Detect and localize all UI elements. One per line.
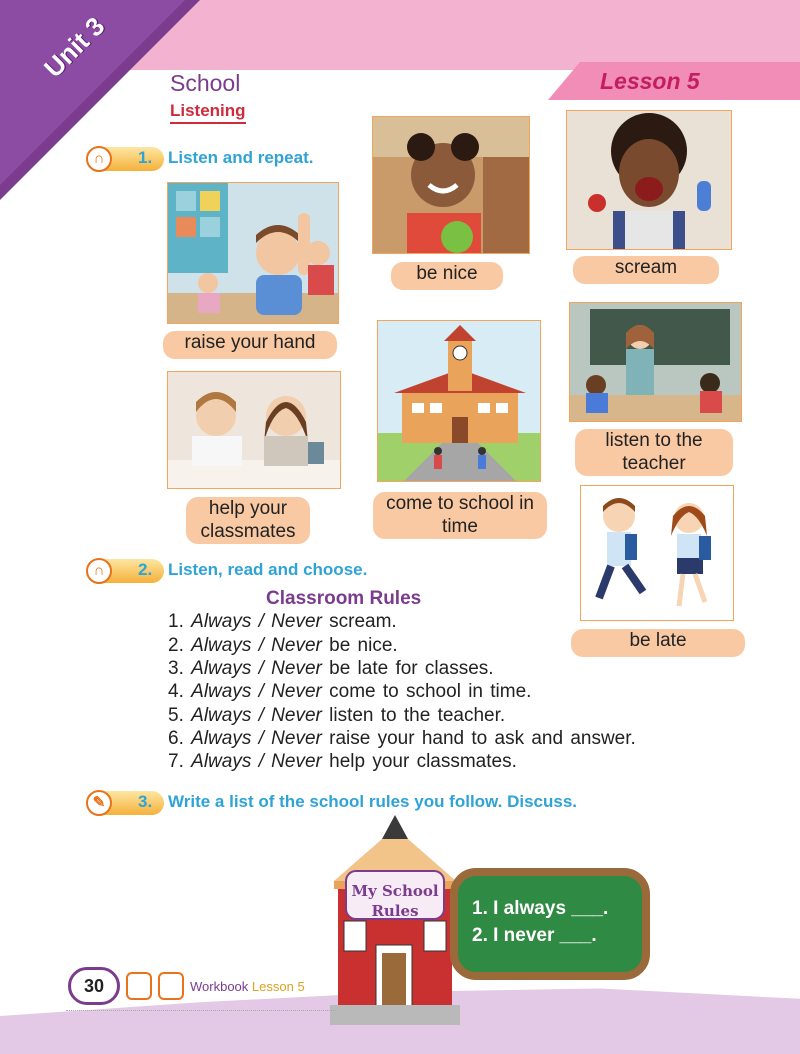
rule-item bbox=[168, 705, 505, 727]
rule-text: scream. bbox=[329, 611, 397, 632]
rule-item bbox=[168, 728, 636, 750]
rule-choice[interactable]: Always / Never bbox=[191, 681, 322, 702]
workbook-reference[interactable] bbox=[190, 979, 305, 994]
rule-item bbox=[168, 751, 517, 773]
qr-tablet-icon[interactable] bbox=[158, 972, 184, 1000]
pencil-notebook-icon: ✎ bbox=[86, 790, 112, 816]
footer-divider bbox=[66, 1010, 336, 1011]
photo-raise-hand bbox=[167, 182, 339, 324]
rule-number: 7. bbox=[168, 751, 184, 772]
workbook-lesson: Lesson 5 bbox=[251, 979, 305, 994]
photo-scream bbox=[566, 110, 732, 250]
photo-be-late bbox=[580, 485, 734, 621]
rule-choice[interactable]: Always / Never bbox=[191, 751, 322, 772]
rule-item bbox=[168, 658, 494, 680]
lesson-title: Lesson 5 bbox=[600, 68, 700, 94]
pencil-label-line-1: My School bbox=[351, 882, 439, 900]
rule-text: listen to the teacher. bbox=[329, 705, 506, 726]
exercise-2-number: 2. bbox=[138, 560, 153, 579]
running-kids-image bbox=[581, 486, 734, 621]
card-be-late: be late bbox=[571, 629, 745, 657]
rule-choice[interactable]: Always / Never bbox=[191, 611, 322, 632]
girls-drawing-image bbox=[168, 372, 341, 489]
exercise-1-instruction: Listen and repeat. bbox=[168, 148, 314, 167]
card-raise-your-hand: raise your hand bbox=[163, 331, 337, 359]
card-scream: scream bbox=[573, 256, 719, 284]
rule-choice[interactable]: Always / Never bbox=[191, 635, 322, 656]
headphones-icon[interactable]: ∩ bbox=[86, 146, 112, 172]
rule-number: 6. bbox=[168, 728, 184, 749]
card-be-nice: be nice bbox=[391, 262, 503, 290]
teacher-classroom-image bbox=[570, 303, 742, 422]
photo-school bbox=[377, 320, 541, 482]
unit-label: Unit 3 bbox=[38, 10, 111, 84]
page-number: 30 bbox=[68, 967, 120, 1005]
chalkboard bbox=[450, 868, 650, 980]
rule-choice[interactable]: Always / Never bbox=[191, 705, 322, 726]
rule-text: be late for classes. bbox=[329, 658, 494, 679]
card-listen-to-the-teacher: listen to the teacher bbox=[575, 429, 733, 476]
rule-number: 1. bbox=[168, 611, 184, 632]
rule-text: be nice. bbox=[329, 635, 398, 656]
rule-text: come to school in time. bbox=[329, 681, 532, 702]
exercise-3-number: 3. bbox=[138, 792, 153, 811]
rule-choice[interactable]: Always / Never bbox=[191, 658, 322, 679]
workbook-label: Workbook bbox=[190, 979, 249, 994]
photo-be-nice bbox=[372, 116, 530, 254]
page-title: School bbox=[170, 70, 241, 96]
classroom-hands-up-image bbox=[168, 183, 339, 324]
rule-number: 5. bbox=[168, 705, 184, 726]
exercise-3-instruction: Write a list of the school rules you follow. Discuss. bbox=[168, 792, 578, 811]
pencil-label bbox=[348, 881, 442, 921]
smiling-girl-image bbox=[373, 117, 530, 254]
school-building-image bbox=[378, 321, 541, 482]
section-subtitle: Listening bbox=[170, 101, 246, 124]
rule-number: 3. bbox=[168, 658, 184, 679]
rule-item bbox=[168, 611, 397, 633]
rule-text: help your classmates. bbox=[329, 751, 517, 772]
card-help-your-classmates: help your classmates bbox=[186, 497, 310, 544]
board-line-2: 2. I never ___. bbox=[472, 925, 597, 946]
headphones-icon[interactable]: ∩ bbox=[86, 558, 112, 584]
rule-number: 4. bbox=[168, 681, 184, 702]
rule-choice[interactable]: Always / Never bbox=[191, 728, 322, 749]
photo-listen-teacher bbox=[569, 302, 742, 422]
pencil-label-line-2: Rules bbox=[371, 902, 419, 920]
workbook-icon[interactable] bbox=[126, 972, 152, 1000]
card-come-to-school-in-time: come to school in time bbox=[373, 492, 547, 539]
exercise-2-instruction: Listen, read and choose. bbox=[168, 560, 368, 579]
rule-text: raise your hand to ask and answer. bbox=[329, 728, 636, 749]
rule-number: 2. bbox=[168, 635, 184, 656]
rules-title: Classroom Rules bbox=[266, 588, 422, 609]
screaming-girl-image bbox=[567, 111, 732, 250]
rule-item bbox=[168, 681, 531, 703]
board-line-1: 1. I always ___. bbox=[472, 898, 609, 919]
rule-item bbox=[168, 635, 398, 657]
exercise-1-number: 1. bbox=[138, 148, 153, 167]
photo-help-classmates bbox=[167, 371, 341, 489]
